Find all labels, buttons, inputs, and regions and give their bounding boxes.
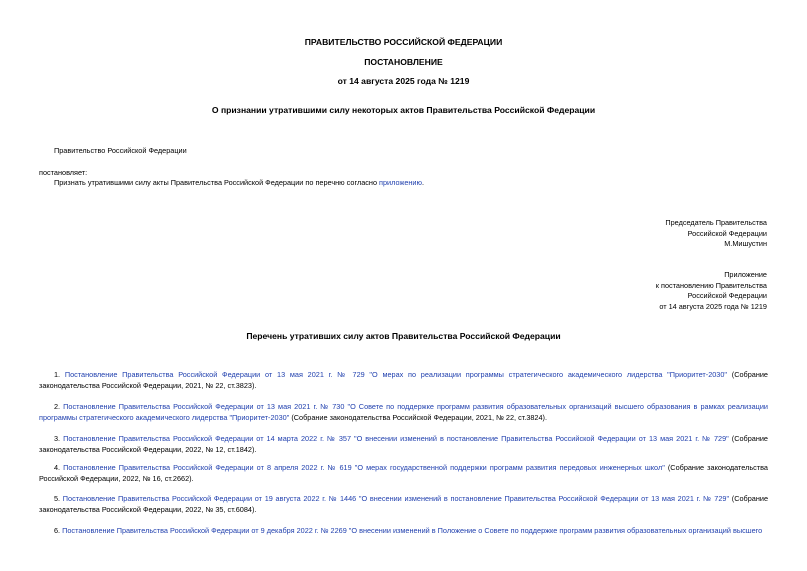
appendix-country: Российской Федерации (687, 291, 767, 301)
act-link[interactable]: Постановление Правительства Российской Федерации от 13 мая 2021 г. № 730 "О Совете по поддержке программ развития образовательных организаций высшего образования в рамках реализации программы стратегического академического лидерства "Приоритет-2030" (39, 402, 768, 422)
act-link[interactable]: Постановление Правительства Российской Федерации от 9 декабря 2022 г. № 2269 "О внесении изменений в Положение о Совете по поддержке программ развития образовательных организаций высшего (62, 526, 763, 535)
list-item: 4. Постановление Правительства Российской Федерации от 8 апреля 2022 г. № 619 "О мерах государственной поддержки программ развития передовых инженерных школ" (Собрание законодательства Российской Федерации, 2022, № 16, ст.2662). (39, 463, 768, 483)
list-item: 5. Постановление Правительства Российской Федерации от 19 августа 2022 г. № 1446 "О внесении изменений в постановление Правительства Российской Федерации от 13 мая 2021 г. № 729" (Собрание законодательства Российской Федерации, 2022, № 35, ст.6084). (39, 494, 768, 514)
signature-country: Российской Федерации (687, 228, 767, 238)
list-item: 6. Постановление Правительства Российской Федерации от 9 декабря 2022 г. № 2269 "О внесении изменений в Положение о Совете по поддержке программ развития образовательных организаций высшего (54, 526, 763, 535)
signature-name: М.Мишустин (724, 239, 767, 249)
appendix-block (656, 270, 767, 312)
act-link[interactable]: Постановление Правительства Российской Федерации от 13 мая 2021 г. № 729 "О мерах по реализации программы стратегического академического лидерства "Приоритет-2030" (64, 370, 728, 379)
clause-prefix: Признать утратившими силу акты Правительства Российской Федерации по перечню согласно (54, 178, 380, 187)
issuer-text: Правительство Российской Федерации (54, 146, 187, 155)
org-heading: ПРАВИТЕЛЬСТВО РОССИЙСКОЙ ФЕДЕРАЦИИ (304, 37, 503, 47)
list-item: 2. Постановление Правительства Российской Федерации от 13 мая 2021 г. № 730 "О Совете по поддержке программ развития образовательных организаций высшего образования в рамках реализации программы стратегического академического лидерства "Приоритет-2030" (Собрание законодательства Российской Федерации, 2021, № 22, ст.3824). (39, 402, 768, 422)
appendix-title: Перечень утративших силу актов Правительства Российской Федерации (246, 331, 561, 341)
clause-text (54, 178, 424, 189)
doc-type-heading: ПОСТАНОВЛЕНИЕ (364, 57, 443, 67)
list-item: 3. Постановление Правительства Российской Федерации от 14 марта 2022 г. № 357 "О внесении изменений в постановление Правительства Российской Федерации от 13 мая 2021 г. № 729" (Собрание законодательства Российской Федерации, 2022, № 12, ст.1842). (39, 434, 768, 454)
list-item: 1. Постановление Правительства Российской Федерации от 13 мая 2021 г. № 729 "О мерах по реализации программы стратегического академического лидерства "Приоритет-2030" (Собрание законодательства Российской Федерации, 2021, № 22, ст.3823). (39, 370, 768, 390)
appendix-label: Приложение (724, 270, 767, 279)
date-number-heading: от 14 августа 2025 года № 1219 (337, 76, 470, 86)
signature-block (665, 218, 767, 250)
act-link[interactable]: Постановление Правительства Российской Федерации от 8 апреля 2022 г. № 619 "О мерах государственной поддержки программ развития передовых инженерных школ" (63, 463, 665, 472)
document-title: О признании утратившими силу некоторых актов Правительства Российской Федерации (211, 105, 596, 115)
act-link[interactable]: Постановление Правительства Российской Федерации от 19 августа 2022 г. № 1446 "О внесении изменений в постановление Правительства Российской Федерации от 13 мая 2021 г. № 729" (62, 494, 730, 503)
act-link[interactable]: Постановление Правительства Российской Федерации от 14 марта 2022 г. № 357 "О внесении изменений в постановление Правительства Российской Федерации от 13 мая 2021 г. № 729" (63, 434, 729, 443)
appendix-link[interactable]: приложению (379, 178, 422, 187)
signature-position: Председатель Правительства (665, 218, 767, 227)
decides-text: постановляет: (39, 168, 88, 177)
clause-suffix: . (421, 178, 424, 187)
appendix-date: от 14 августа 2025 года № 1219 (659, 301, 767, 311)
appendix-ref: к постановлению Правительства (655, 280, 767, 290)
